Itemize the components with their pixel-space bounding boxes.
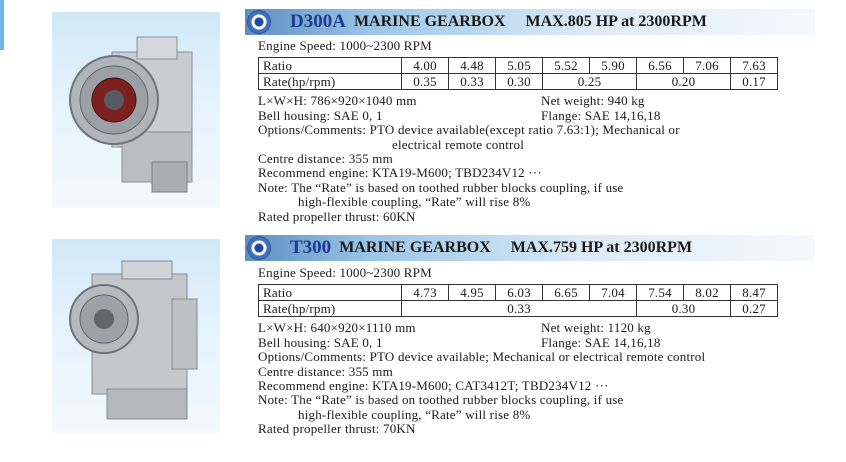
ratio-cell: 6.03 — [496, 285, 543, 301]
rate-row — [259, 301, 778, 317]
propeller-thrust: Rated propeller thrust: 70KN — [258, 421, 416, 437]
product-title: MARINE GEARBOX — [339, 239, 491, 256]
ratio-cell: 7.63 — [731, 58, 778, 74]
rate-label: Rate(hp/rpm) — [259, 301, 402, 317]
ratio-cell: 6.65 — [543, 285, 590, 301]
bell-housing: Bell housing: SAE 0, 1 — [258, 107, 383, 123]
ratio-cell: 4.73 — [402, 285, 449, 301]
ratio-table — [258, 284, 778, 317]
note: Note: The “Rate” is based on toothed rubber blocks coupling, if use — [258, 179, 624, 195]
ratio-cell: 5.90 — [590, 58, 637, 74]
note: Note: The “Rate” is based on toothed rubber blocks coupling, if use — [258, 392, 624, 408]
ratio-cell: 8.02 — [684, 285, 731, 301]
max-power: MAX.759 HP at 2300RPM — [510, 239, 693, 256]
product-header-d300a — [245, 9, 815, 35]
flange: Flange: SAE 14,16,18 — [541, 107, 661, 123]
dimensions: L×W×H: 786×920×1040 mm — [258, 93, 417, 109]
rate-label: Rate(hp/rpm) — [259, 74, 402, 90]
centre-distance: Centre distance: 355 mm — [258, 363, 393, 379]
ratio-cell: 4.95 — [449, 285, 496, 301]
bullet-icon — [248, 237, 270, 259]
ratio-table — [258, 57, 778, 90]
rate-cell: 0.25 — [543, 74, 637, 90]
product-title: MARINE GEARBOX — [353, 13, 506, 30]
ratio-cell: 5.52 — [543, 58, 590, 74]
model-name: T300 — [290, 237, 332, 258]
model-name: D300A — [290, 11, 346, 32]
ratio-cell: 7.04 — [590, 285, 637, 301]
engine-speed: Engine Speed: 1000~2300 RPM — [258, 265, 432, 280]
ratio-row — [259, 58, 778, 74]
gearbox-photo-d300a — [52, 12, 220, 208]
rate-cell: 0.27 — [731, 301, 778, 317]
ratio-cell: 8.47 — [731, 285, 778, 301]
gearbox-photo-t300 — [52, 239, 220, 433]
ratio-cell: 7.06 — [684, 58, 731, 74]
rate-cell: 0.33 — [402, 301, 637, 317]
max-power: MAX.805 HP at 2300RPM — [525, 13, 707, 30]
rate-cell: 0.20 — [637, 74, 731, 90]
left-accent-stripe — [0, 0, 4, 50]
net-weight: Net weight: 940 kg — [541, 93, 645, 109]
centre-distance: Centre distance: 355 mm — [258, 150, 393, 166]
note-cont: high-flexible coupling, “Rate” will rise 8% — [298, 194, 531, 210]
engine-speed: Engine Speed: 1000~2300 RPM — [258, 38, 432, 53]
rate-cell: 0.30 — [637, 301, 731, 317]
ratio-cell: 4.48 — [449, 58, 496, 74]
flange: Flange: SAE 14,16,18 — [541, 334, 661, 350]
dimensions: L×W×H: 640×920×1110 mm — [258, 320, 416, 336]
ratio-label: Ratio — [259, 285, 402, 301]
rate-row — [259, 74, 778, 90]
rate-cell: 0.17 — [731, 74, 778, 90]
note-cont: high-flexible coupling, “Rate” will rise 8% — [298, 406, 531, 422]
gearbox-image — [52, 12, 220, 208]
ratio-cell: 7.54 — [637, 285, 684, 301]
options-comments: Options/Comments: PTO device available; Mechanical or electrical remote control — [258, 349, 706, 365]
rate-cell: 0.30 — [496, 74, 543, 90]
gearbox-image — [52, 239, 220, 433]
spec-block-d300a — [258, 39, 818, 224]
propeller-thrust: Rated propeller thrust: 60KN — [258, 208, 416, 224]
ratio-label: Ratio — [259, 58, 402, 74]
ratio-cell: 4.00 — [402, 58, 449, 74]
product-header-t300 — [245, 235, 815, 261]
ratio-row — [259, 285, 778, 301]
rate-cell: 0.33 — [449, 74, 496, 90]
options-comments: Options/Comments: PTO device available(except ratio 7.63:1); Mechanical or — [258, 122, 680, 138]
bullet-icon — [248, 11, 270, 33]
ratio-cell: 6.56 — [637, 58, 684, 74]
recommend-engine: Recommend engine: KTA19-M600; CAT3412T; TBD234V12 ··· — [258, 377, 609, 393]
rate-cell: 0.35 — [402, 74, 449, 90]
recommend-engine: Recommend engine: KTA19-M600; TBD234V12 ··· — [258, 165, 542, 181]
bell-housing: Bell housing: SAE 0, 1 — [258, 334, 383, 350]
ratio-cell: 5.05 — [496, 58, 543, 74]
spec-block-t300 — [258, 266, 818, 437]
options-comments-cont: electrical remote control — [392, 136, 525, 152]
net-weight: Net weight: 1120 kg — [541, 320, 651, 336]
